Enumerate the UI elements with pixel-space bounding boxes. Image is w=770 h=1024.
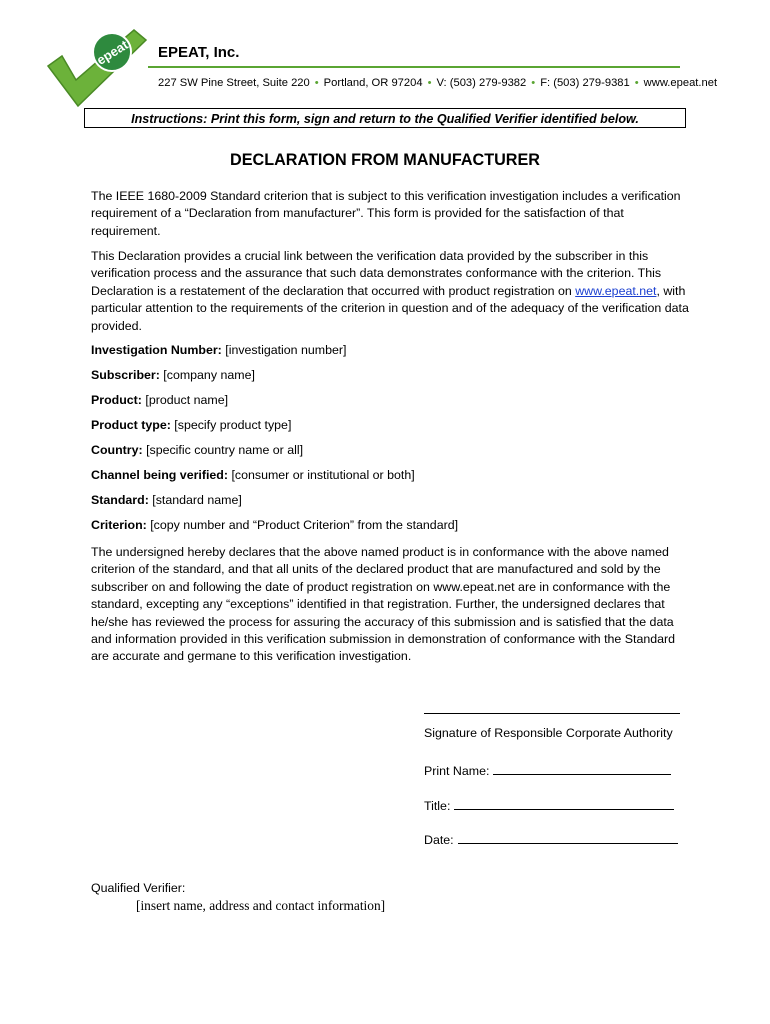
epeat-logo (42, 26, 154, 110)
paragraph-text: , with particular attention to the requirements of the criterion in question and of the adequacy of the verification data provided. (91, 283, 689, 333)
page-title: DECLARATION FROM MANUFACTURER (230, 151, 540, 169)
epeat-link[interactable]: www.epeat.net (575, 283, 657, 298)
field-product (91, 393, 228, 407)
field-label: Product type: (91, 418, 171, 432)
instructions-box: Instructions: Print this form, sign and return to the Qualified Verifier identified below. (84, 108, 686, 128)
field-value: [specific country name or all] (142, 443, 304, 457)
field-label: Investigation Number: (91, 343, 222, 357)
field-value: [standard name] (148, 493, 242, 507)
company-name: EPEAT, Inc. (158, 44, 240, 61)
address-line (158, 77, 717, 89)
field-label: Channel being verified: (91, 468, 229, 482)
print-name-label: Print Name: (424, 764, 490, 778)
field-value: [copy number and “Product Criterion” from the standard] (146, 518, 459, 532)
declaration-paragraph (91, 248, 691, 335)
field-criterion (91, 518, 458, 532)
field-value: [company name] (159, 368, 255, 382)
title-blank[interactable] (454, 796, 674, 810)
address-fax: F: (503) 279-9381 (540, 77, 630, 89)
print-name-field (424, 761, 671, 778)
signature-label: Signature of Responsible Corporate Authority (424, 726, 673, 740)
title-field (424, 796, 674, 813)
bullet: • (314, 77, 319, 89)
title-label: Title: (424, 799, 451, 813)
field-country (91, 443, 303, 457)
bullet: • (531, 77, 536, 89)
undersigned-paragraph: The undersigned hereby declares that the above named product is in conformance with the above named criterion of the standard, and that all units of the declared product that are manufactured and sold by the subscriber on and following the date of product registration on www.epeat.net are in conformance with the standard, excepting any “exceptions” identified in that registration. Further, the undersigned declares that he/she has reviewed the process for assuring the accuracy of this submission and is satisfied that the data and information provided in this verification submission in demonstration of conformance with the Standard are accurate and germane to this verification investigation. (91, 545, 676, 664)
field-label: Subscriber: (91, 368, 160, 382)
date-field (424, 830, 678, 847)
field-product-type (91, 418, 291, 432)
date-blank[interactable] (458, 830, 678, 844)
field-standard (91, 493, 242, 507)
field-label: Product: (91, 393, 142, 407)
field-label: Standard: (91, 493, 149, 507)
field-subscriber (91, 368, 255, 382)
qualified-verifier-label: Qualified Verifier: (91, 881, 186, 895)
signature-line[interactable] (424, 713, 680, 714)
address-website: www.epeat.net (643, 77, 718, 89)
logo-text: epeat (93, 37, 131, 68)
bullet: • (634, 77, 639, 89)
address-street: 227 SW Pine Street, Suite 220 (158, 77, 310, 89)
address-city: Portland, OR 97204 (323, 77, 423, 89)
header-divider (148, 66, 680, 68)
field-value: [investigation number] (221, 343, 347, 357)
date-label: Date: (424, 833, 454, 847)
qualified-verifier-info: [insert name, address and contact information] (136, 898, 386, 913)
field-investigation-number (91, 343, 346, 357)
intro-paragraph: The IEEE 1680-2009 Standard criterion that is subject to this verification investigation includes a verification requirement of a “Declaration from manufacturer”. This form is provided for the satisfaction of that requirement. (91, 189, 681, 238)
field-label: Criterion: (91, 518, 147, 532)
field-value: [product name] (141, 393, 229, 407)
print-name-blank[interactable] (493, 761, 671, 775)
field-value: [specify product type] (170, 418, 292, 432)
field-value: [consumer or institutional or both] (228, 468, 415, 482)
bullet: • (427, 77, 432, 89)
address-phone: V: (503) 279-9382 (436, 77, 527, 89)
field-channel (91, 468, 415, 482)
field-label: Country: (91, 443, 143, 457)
paragraph-text: This Declaration provides a crucial link between the verification data provided by the subscriber in this verification process and the assurance that such data demonstrates conformance with the criterion. This Declaration is a restatement of the declaration that occurred with product registration on (91, 249, 662, 298)
